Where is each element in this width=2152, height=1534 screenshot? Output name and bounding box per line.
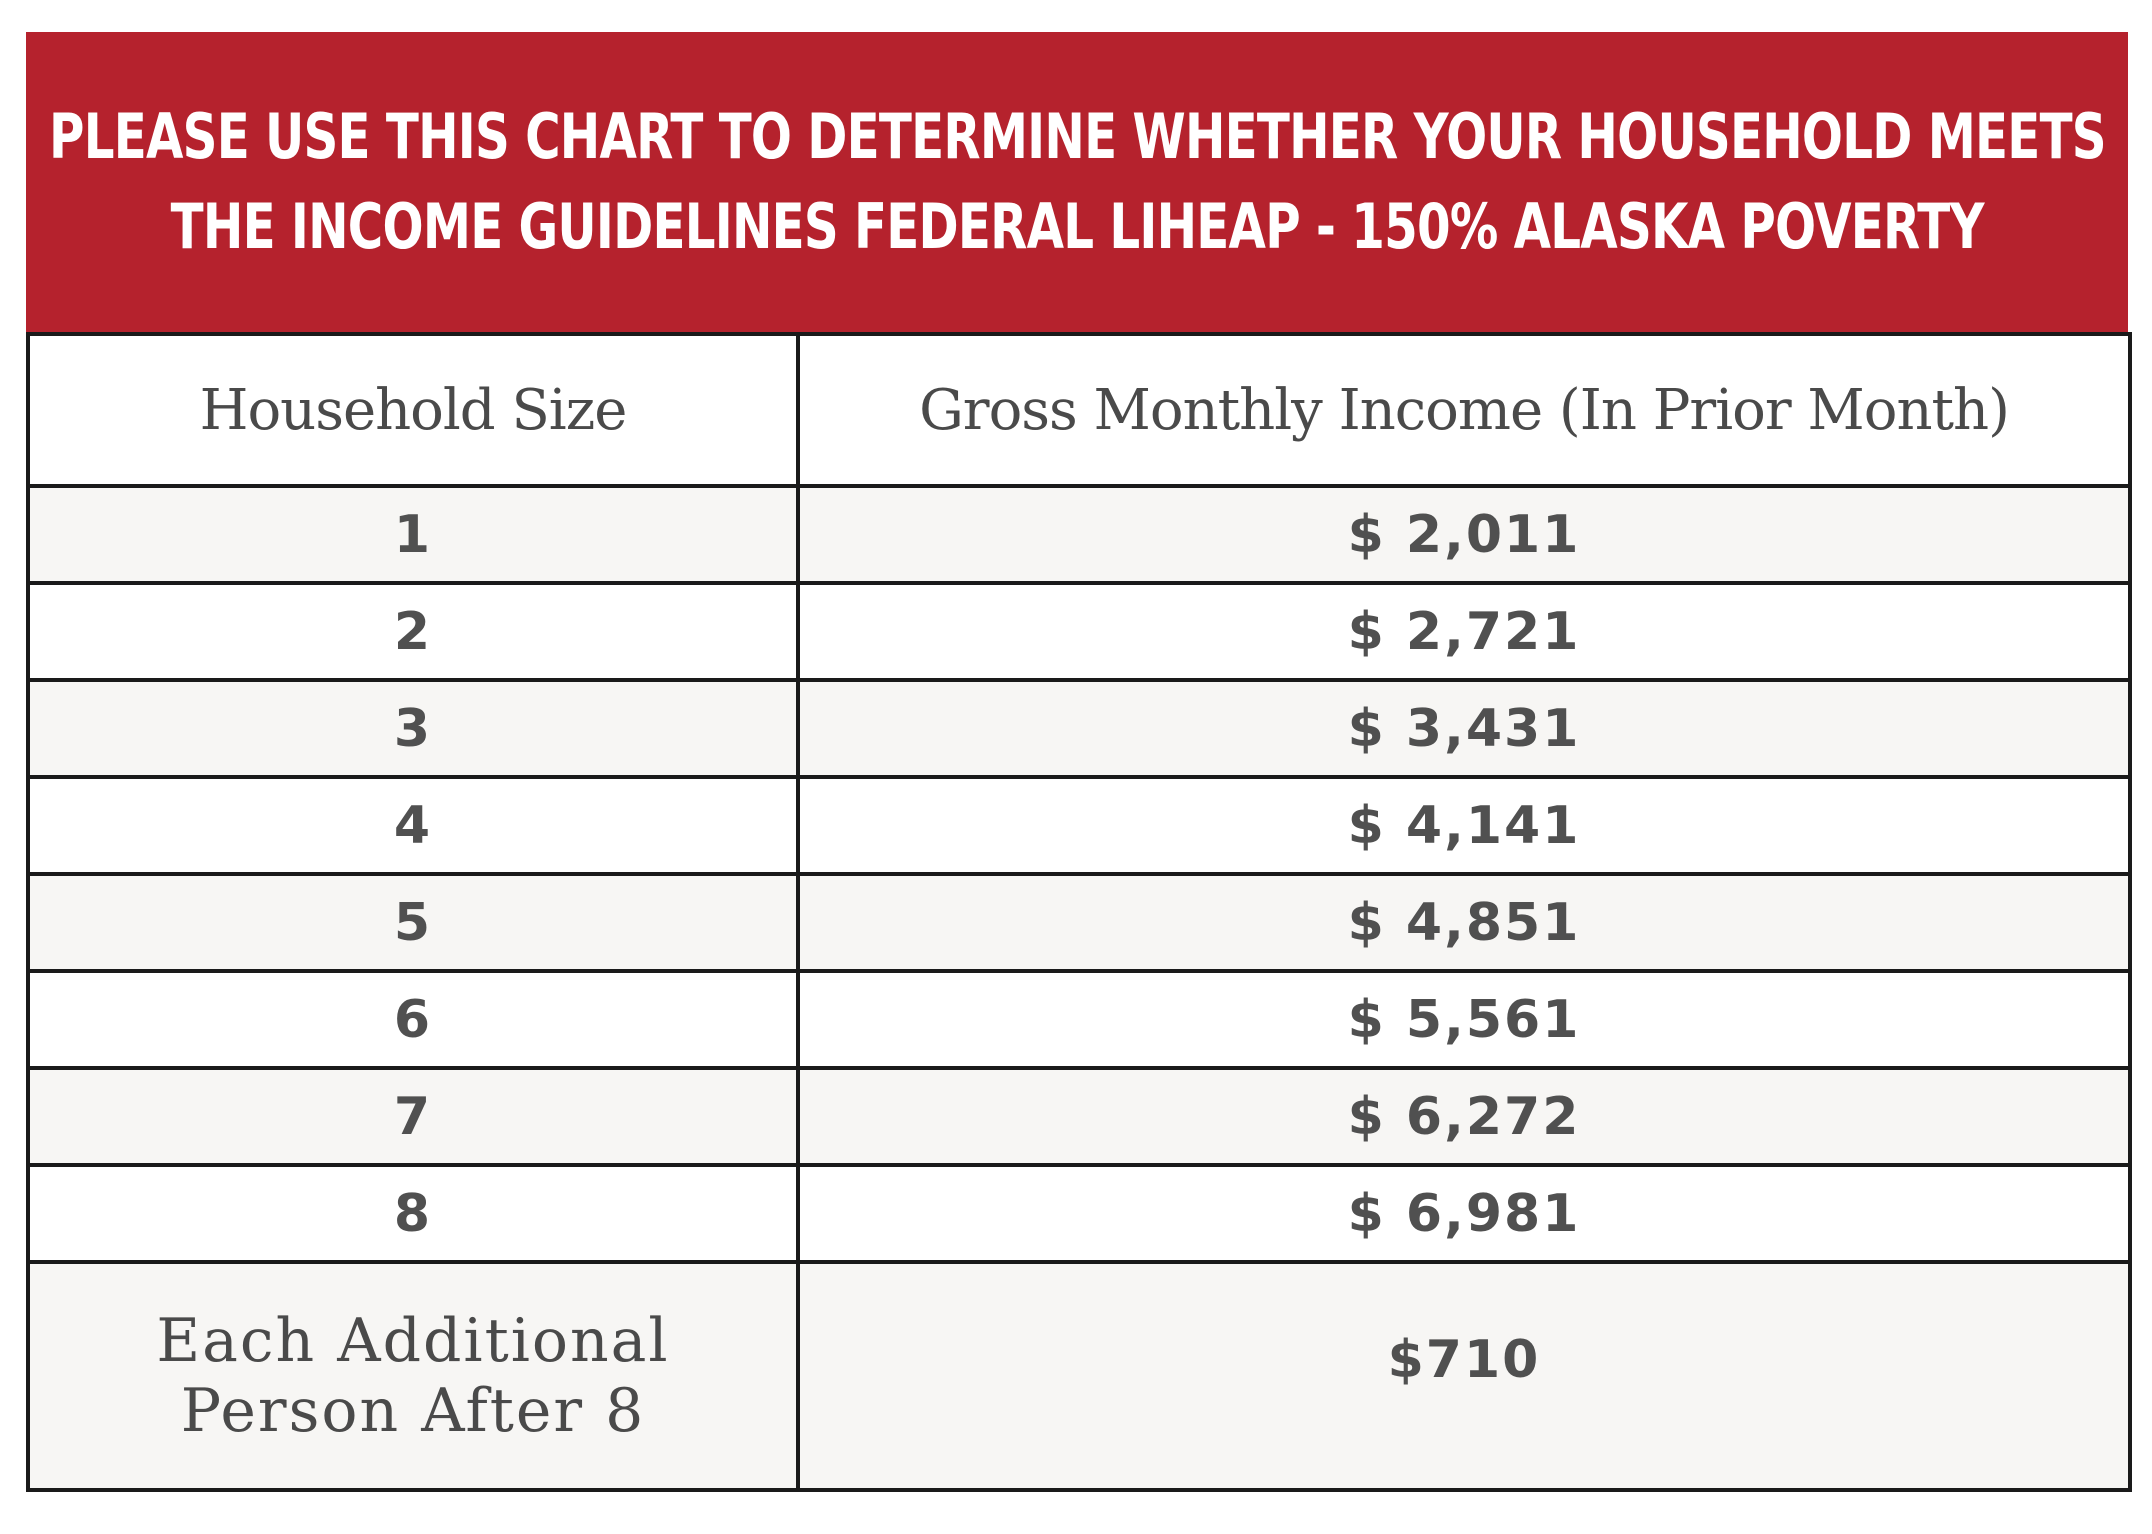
additional-person-label-line-2: Person After 8	[180, 1376, 646, 1446]
income-cell: $ 5,561	[798, 971, 2130, 1068]
household-size-cell: 5	[28, 874, 798, 971]
household-size-cell: 3	[28, 680, 798, 777]
household-size-cell: 8	[28, 1165, 798, 1262]
banner-title-line-1: PLEASE USE THIS CHART TO DETERMINE WHETHER YOUR HOUSEHOLD MEETS	[48, 100, 2106, 173]
table-row	[28, 777, 2130, 874]
household-size-cell: 4	[28, 777, 798, 874]
title-banner	[26, 32, 2128, 332]
household-size-cell: 2	[28, 583, 798, 680]
income-cell: $ 4,851	[798, 874, 2130, 971]
income-cell: $ 2,721	[798, 583, 2130, 680]
table-row	[28, 874, 2130, 971]
additional-person-income-cell	[798, 1262, 2130, 1490]
income-cell: $ 3,431	[798, 680, 2130, 777]
additional-person-label-line-1: Each Additional	[156, 1306, 670, 1376]
income-cell: $ 6,272	[798, 1068, 2130, 1165]
additional-person-row	[28, 1262, 2130, 1490]
table-row	[28, 583, 2130, 680]
table-header-row	[28, 334, 2130, 486]
household-size-cell: 6	[28, 971, 798, 1068]
income-cell: $ 4,141	[798, 777, 2130, 874]
additional-person-label-cell	[28, 1262, 798, 1490]
household-size-cell: 1	[28, 486, 798, 583]
additional-person-label	[30, 1306, 796, 1446]
table-row	[28, 1165, 2130, 1262]
table-row	[28, 680, 2130, 777]
banner-title-line-2: THE INCOME GUIDELINES FEDERAL LIHEAP - 150% ALASKA POVERTY	[170, 190, 1984, 263]
income-cell: $ 6,981	[798, 1165, 2130, 1262]
gross-income-header: Gross Monthly Income (In Prior Month)	[798, 334, 2130, 486]
table-row	[28, 486, 2130, 583]
income-guidelines-chart	[26, 32, 2128, 1498]
income-cell: $ 2,011	[798, 486, 2130, 583]
table-row	[28, 971, 2130, 1068]
table-row	[28, 1068, 2130, 1165]
household-size-cell: 7	[28, 1068, 798, 1165]
income-table	[26, 332, 2132, 1492]
additional-person-income: $710	[1387, 1330, 1541, 1390]
household-size-header: Household Size	[28, 334, 798, 486]
